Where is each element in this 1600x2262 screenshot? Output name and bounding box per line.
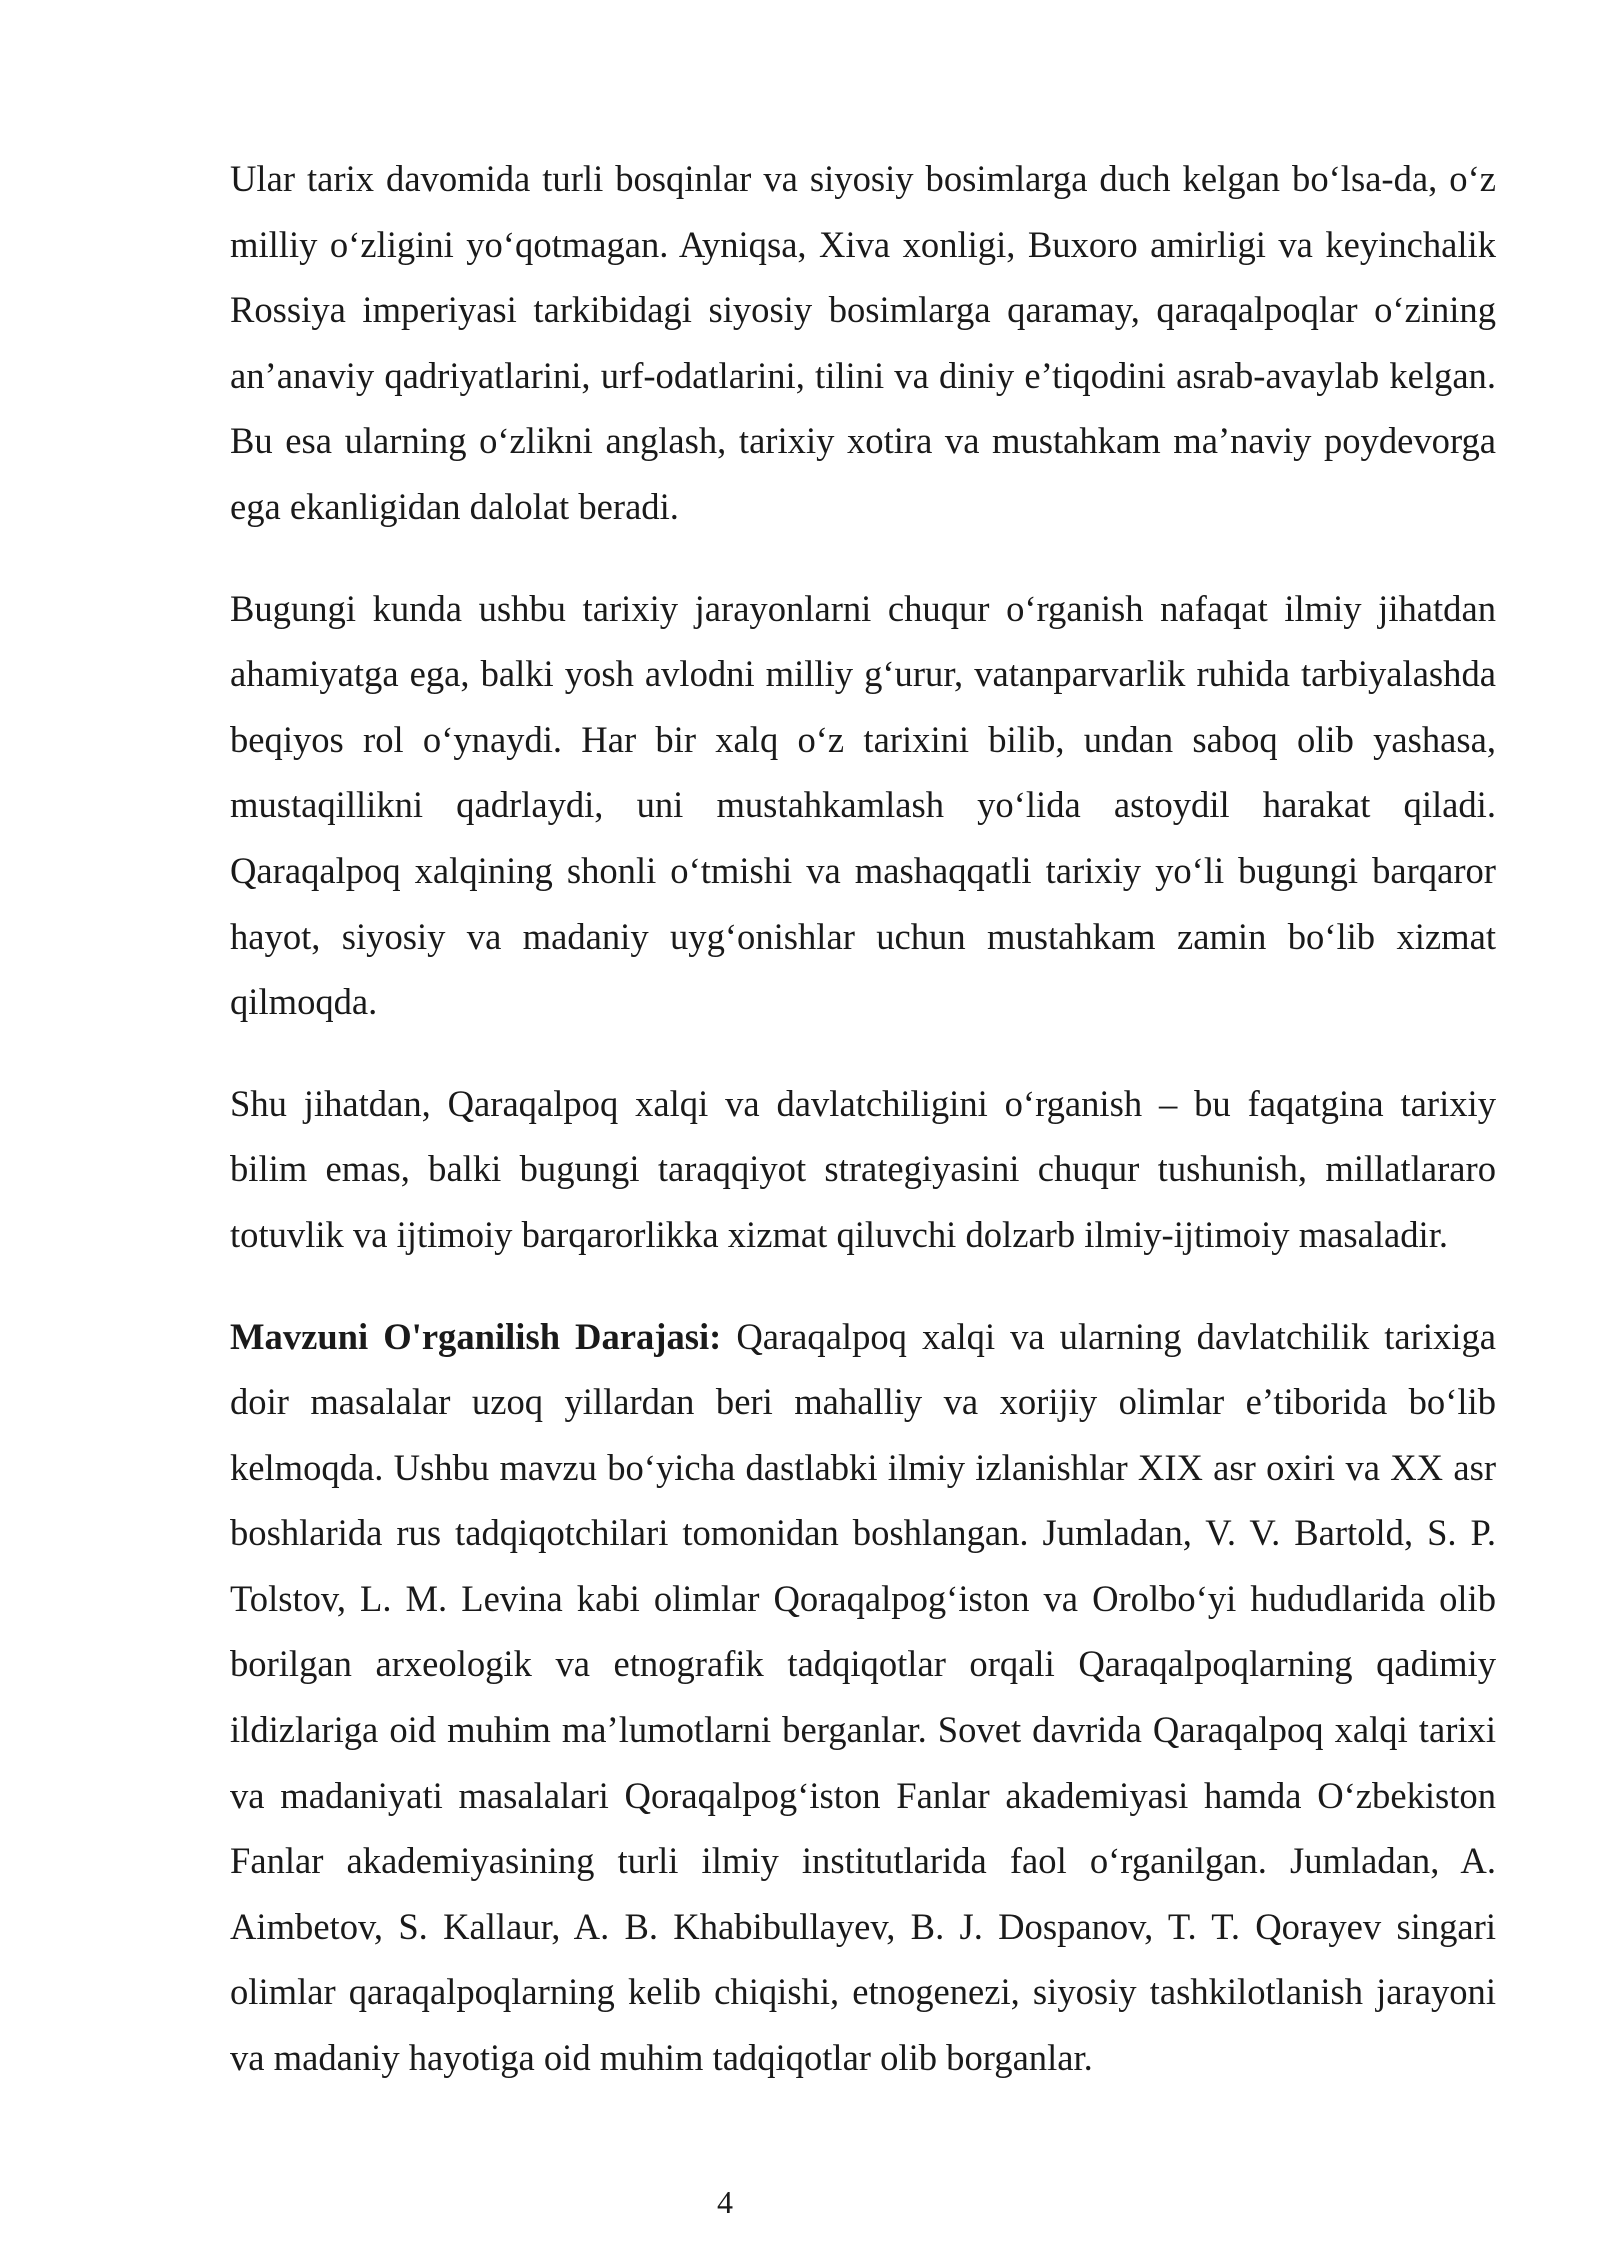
section-heading-lead: Mavzuni O'rganilish Darajasi:	[230, 1315, 722, 1357]
document-page	[230, 146, 1496, 2127]
paragraph-2-text: Bugungi kunda ushbu tarixiy jarayonlarni chuqur o‘rganish nafaqat ilmiy jihatdan ahamiyatga ega, balki yosh avlodni milliy g‘urur, vatanparvarlik ruhida tarbiyalashda beqiyos rol o‘ynaydi. Har bir xalq o‘z tarixini bilib, undan saboq olib yashasa, mustaqillikni qadrlaydi, uni mustahkamlash yo‘lida astoydil harakat qiladi. Qaraqalpoq xalqining shonli o‘tmishi va mashaqqatli tarixiy yo‘li bugungi barqaror hayot, siyosiy va madaniy uyg‘onishlar uchun mustahkam zamin bo‘lib xizmat qilmoqda.	[230, 587, 1496, 1023]
paragraph-2	[230, 576, 1496, 1035]
paragraph-1-text: Ular tarix davomida turli bosqinlar va siyosiy bosimlarga duch kelgan bo‘lsa-da, o‘z milliy o‘zligini yo‘qotmagan. Ayniqsa, Xiva xonligi, Buxoro amirligi va keyinchalik Rossiya imperiyasi tarkibidagi siyosiy bosimlarga qaramay, qaraqalpoqlar o‘zining an’anaviy qadriyatlarini, urf-odatlarini, tilini va diniy e’tiqodini asrab-avaylab kelgan. Bu esa ularning o‘zlikni anglash, tarixiy xotira va mustahkam ma’naviy poydevorga ega ekanligidan dalolat beradi.	[230, 158, 1496, 527]
paragraph-1	[230, 146, 1496, 540]
paragraph-3-text: Shu jihatdan, Qaraqalpoq xalqi va davlatchiligini o‘rganish – bu faqatgina tarixiy bilim emas, balki bugungi taraqqiyot strategiyasini chuqur tushunish, millatlararo totuvlik va ijtimoiy barqarorlikka xizmat qiluvchi dolzarb ilmiy-ijtimoiy masaladir.	[230, 1082, 1496, 1255]
paragraph-4	[230, 1304, 1496, 2091]
paragraph-3	[230, 1071, 1496, 1268]
paragraph-4-text: Qaraqalpoq xalqi va ularning davlatchilik tarixiga doir masalalar uzoq yillardan beri mahalliy va xorijiy olimlar e’tiborida bo‘lib kelmoqda. Ushbu mavzu bo‘yicha dastlabki ilmiy izlanishlar XIX asr oxiri va XX asr boshlarida rus tadqiqotchilari tomonidan boshlangan. Jumladan, V. V. Bartold, S. P. Tolstov, L. M. Levina kabi olimlar Qoraqalpog‘iston va Orolbo‘yi hududlarida olib borilgan arxeologik va etnografik tadqiqotlar orqali Qaraqalpoqlarning qadimiy ildizlariga oid muhim ma’lumotlarni berganlar. Sovet davrida Qaraqalpoq xalqi tarixi va madaniyati masalalari Qoraqalpog‘iston Fanlar akademiyasi hamda O‘zbekiston Fanlar akademiyasining turli ilmiy institutlarida faol o‘rganilgan. Jumladan, A. Aimbetov, S. Kallaur, A. B. Khabibullayev, B. J. Dospanov, T. T. Qorayev singari olimlar qaraqalpoqlarning kelib chiqishi, etnogenezi, siyosiy tashkilotlanish jarayoni va madaniy hayotiga oid muhim tadqiqotlar olib borganlar.	[230, 1315, 1496, 2079]
page-number: 4	[717, 2184, 733, 2220]
